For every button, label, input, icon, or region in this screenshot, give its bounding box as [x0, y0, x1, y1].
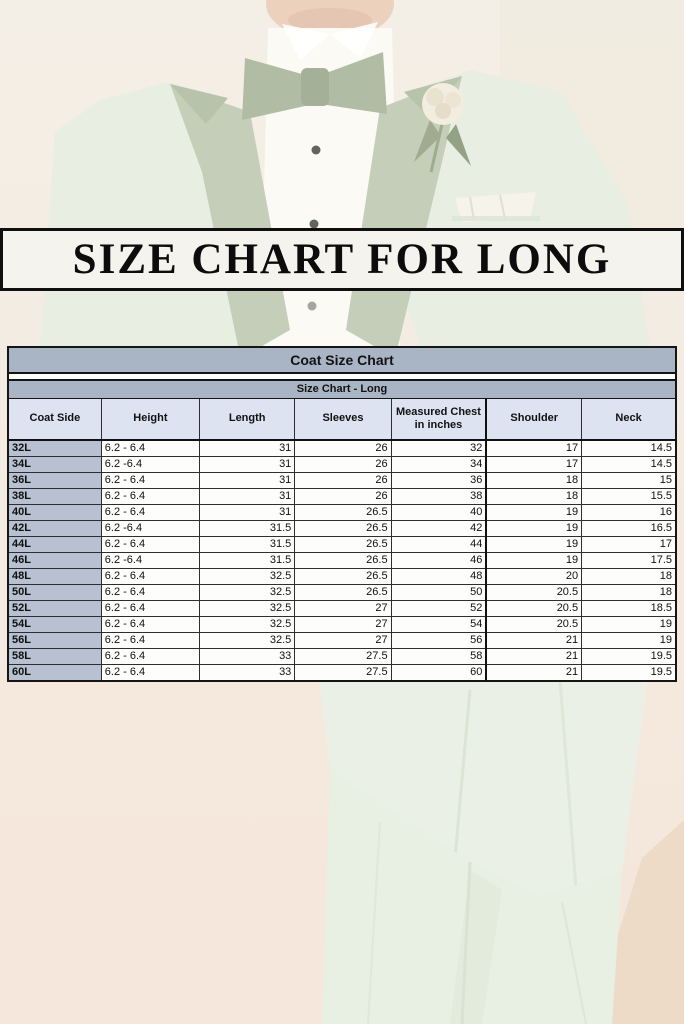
cell-chest: 36: [391, 473, 486, 489]
cell-shoulder: 17: [486, 457, 581, 473]
cell-sleeves: 26.5: [295, 569, 391, 585]
banner-title: SIZE CHART FOR LONG: [72, 236, 612, 283]
cell-height: 6.2 - 6.4: [101, 633, 199, 649]
column-header: Coat Side: [8, 399, 101, 441]
cell-chest: 58: [391, 649, 486, 665]
table-gap: [8, 373, 676, 380]
table-row: [8, 585, 676, 601]
cell-shoulder: 19: [486, 505, 581, 521]
table-row: [8, 553, 676, 569]
cell-sleeves: 26.5: [295, 505, 391, 521]
background-blush: [0, 676, 330, 1024]
table-row: [8, 440, 676, 457]
table-row: [8, 537, 676, 553]
cell-coat-size: 48L: [8, 569, 101, 585]
cell-length: 31.5: [200, 553, 295, 569]
cell-chest: 48: [391, 569, 486, 585]
column-header: Sleeves: [295, 399, 391, 441]
table-gap-row: [8, 373, 676, 380]
cell-chest: 38: [391, 489, 486, 505]
cell-shoulder: 17: [486, 440, 581, 457]
cell-shoulder: 20: [486, 569, 581, 585]
column-header: Measured Chest in inches: [391, 399, 486, 441]
cell-shoulder: 20.5: [486, 601, 581, 617]
coat-size-table: [7, 346, 677, 682]
cell-chest: 52: [391, 601, 486, 617]
cell-length: 33: [200, 665, 295, 682]
cell-shoulder: 21: [486, 665, 581, 682]
cell-height: 6.2 - 6.4: [101, 473, 199, 489]
cell-length: 31.5: [200, 537, 295, 553]
cell-sleeves: 27.5: [295, 665, 391, 682]
column-header: Length: [200, 399, 295, 441]
cell-height: 6.2 -6.4: [101, 457, 199, 473]
cell-length: 31.5: [200, 521, 295, 537]
cell-sleeves: 27: [295, 617, 391, 633]
table-row: [8, 457, 676, 473]
cell-coat-size: 32L: [8, 440, 101, 457]
cell-height: 6.2 -6.4: [101, 553, 199, 569]
column-header-row: [8, 399, 676, 441]
cell-coat-size: 36L: [8, 473, 101, 489]
cell-coat-size: 42L: [8, 521, 101, 537]
cell-neck: 19: [582, 633, 676, 649]
cell-length: 32.5: [200, 601, 295, 617]
cell-shoulder: 20.5: [486, 617, 581, 633]
cell-neck: 14.5: [582, 457, 676, 473]
cell-sleeves: 26: [295, 440, 391, 457]
cell-coat-size: 56L: [8, 633, 101, 649]
table-row: [8, 489, 676, 505]
table-title: Coat Size Chart: [8, 347, 676, 373]
cell-shoulder: 18: [486, 489, 581, 505]
cell-chest: 44: [391, 537, 486, 553]
cell-neck: 19.5: [582, 665, 676, 682]
cell-sleeves: 27: [295, 633, 391, 649]
cell-chest: 54: [391, 617, 486, 633]
cell-coat-size: 38L: [8, 489, 101, 505]
cell-sleeves: 26: [295, 473, 391, 489]
table-row: [8, 617, 676, 633]
cell-chest: 50: [391, 585, 486, 601]
table-title-row: [8, 347, 676, 373]
cell-coat-size: 46L: [8, 553, 101, 569]
cell-chest: 34: [391, 457, 486, 473]
cell-sleeves: 26.5: [295, 537, 391, 553]
cell-neck: 15: [582, 473, 676, 489]
cell-neck: 19.5: [582, 649, 676, 665]
cell-height: 6.2 - 6.4: [101, 617, 199, 633]
cell-neck: 16.5: [582, 521, 676, 537]
column-header: Height: [101, 399, 199, 441]
table-row: [8, 633, 676, 649]
cell-neck: 17.5: [582, 553, 676, 569]
cell-sleeves: 26: [295, 489, 391, 505]
table-row: [8, 649, 676, 665]
cell-height: 6.2 - 6.4: [101, 537, 199, 553]
cell-length: 31: [200, 457, 295, 473]
cell-chest: 32: [391, 440, 486, 457]
column-header: Neck: [582, 399, 676, 441]
table-subtitle-row: [8, 380, 676, 399]
cell-height: 6.2 - 6.4: [101, 585, 199, 601]
cell-neck: 14.5: [582, 440, 676, 457]
cell-neck: 16: [582, 505, 676, 521]
cell-chest: 60: [391, 665, 486, 682]
cell-neck: 15.5: [582, 489, 676, 505]
cell-length: 31: [200, 440, 295, 457]
table-row: [8, 665, 676, 682]
cell-sleeves: 27.5: [295, 649, 391, 665]
cell-length: 31: [200, 505, 295, 521]
cell-chest: 46: [391, 553, 486, 569]
cell-shoulder: 19: [486, 521, 581, 537]
cell-height: 6.2 - 6.4: [101, 601, 199, 617]
cell-shoulder: 19: [486, 537, 581, 553]
cell-length: 31: [200, 489, 295, 505]
cell-coat-size: 60L: [8, 665, 101, 682]
table-subtitle: Size Chart - Long: [8, 380, 676, 399]
cell-height: 6.2 - 6.4: [101, 665, 199, 682]
cell-chest: 40: [391, 505, 486, 521]
cell-coat-size: 50L: [8, 585, 101, 601]
cell-height: 6.2 - 6.4: [101, 440, 199, 457]
cell-sleeves: 26.5: [295, 521, 391, 537]
cell-neck: 18: [582, 569, 676, 585]
cell-length: 31: [200, 473, 295, 489]
table-row: [8, 473, 676, 489]
cell-height: 6.2 - 6.4: [101, 569, 199, 585]
table-row: [8, 601, 676, 617]
cell-length: 32.5: [200, 633, 295, 649]
cell-coat-size: 54L: [8, 617, 101, 633]
cell-sleeves: 27: [295, 601, 391, 617]
cell-height: 6.2 - 6.4: [101, 489, 199, 505]
cell-height: 6.2 - 6.4: [101, 505, 199, 521]
table-row: [8, 505, 676, 521]
cell-length: 32.5: [200, 617, 295, 633]
cell-coat-size: 58L: [8, 649, 101, 665]
cell-shoulder: 21: [486, 633, 581, 649]
cell-shoulder: 18: [486, 473, 581, 489]
cell-coat-size: 34L: [8, 457, 101, 473]
cell-coat-size: 40L: [8, 505, 101, 521]
cell-shoulder: 20.5: [486, 585, 581, 601]
cell-neck: 18.5: [582, 601, 676, 617]
cell-height: 6.2 - 6.4: [101, 649, 199, 665]
cell-height: 6.2 -6.4: [101, 521, 199, 537]
cell-sleeves: 26.5: [295, 553, 391, 569]
cell-sleeves: 26.5: [295, 585, 391, 601]
cell-length: 32.5: [200, 585, 295, 601]
cell-length: 33: [200, 649, 295, 665]
cell-sleeves: 26: [295, 457, 391, 473]
cell-neck: 19: [582, 617, 676, 633]
column-header: Shoulder: [486, 399, 581, 441]
table-row: [8, 569, 676, 585]
cell-coat-size: 52L: [8, 601, 101, 617]
table-row: [8, 521, 676, 537]
cell-length: 32.5: [200, 569, 295, 585]
cell-neck: 17: [582, 537, 676, 553]
cell-chest: 56: [391, 633, 486, 649]
cell-chest: 42: [391, 521, 486, 537]
cell-coat-size: 44L: [8, 537, 101, 553]
cell-shoulder: 19: [486, 553, 581, 569]
banner: [0, 228, 684, 291]
cell-neck: 18: [582, 585, 676, 601]
cell-shoulder: 21: [486, 649, 581, 665]
